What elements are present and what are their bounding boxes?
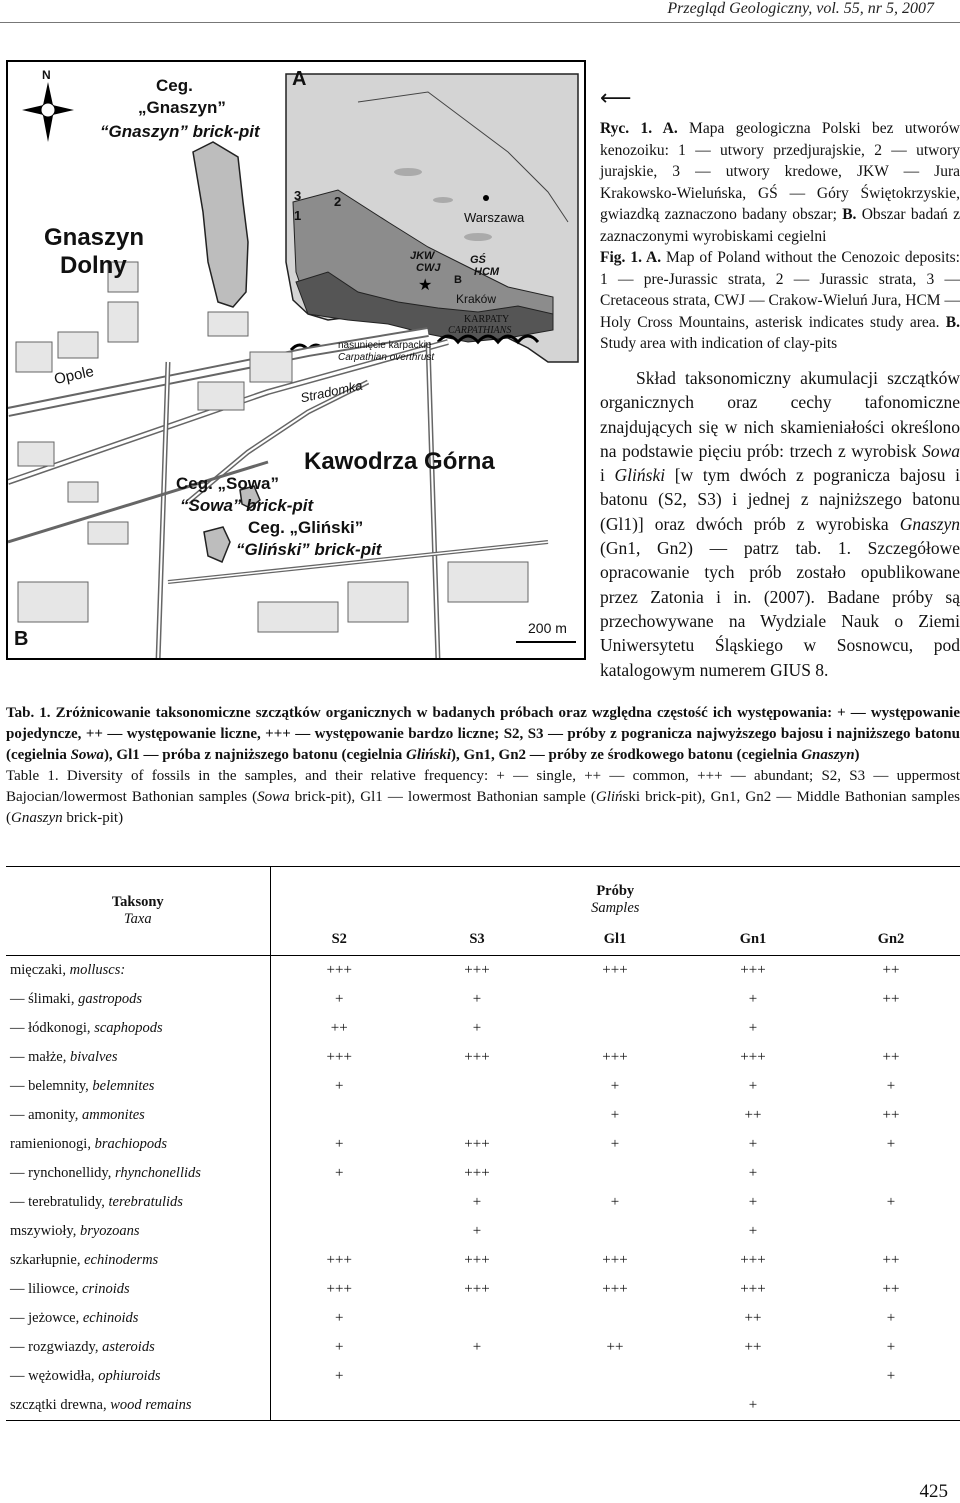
- table-row: [6, 1275, 960, 1304]
- frequency-cell: +: [886, 1136, 896, 1152]
- taxon-name-en: belemnites: [92, 1078, 155, 1094]
- gnaszyn-clay-pit: [193, 142, 248, 307]
- taxon-name-en: brachiopods: [94, 1136, 168, 1152]
- map-drawing: [8, 62, 584, 658]
- taxon-cell: [6, 1101, 270, 1130]
- frequency-cell: ++: [882, 1107, 900, 1123]
- tc-en-glinski-b: sk: [622, 789, 636, 805]
- frequency-cell: +++: [464, 1281, 490, 1297]
- frequency-cell: +: [886, 1078, 896, 1094]
- frequency-cell: ++: [744, 1107, 762, 1123]
- taxon-name-en: rhynchonellids: [114, 1165, 201, 1181]
- caption-en-b: B.: [945, 313, 960, 331]
- kawodrza-gorna-label: Kawodrza Górna: [304, 448, 495, 475]
- frequency-cell: [408, 1391, 546, 1421]
- taxon-name-pl: — łódkonogi,: [10, 1020, 95, 1036]
- taxon-name-pl: — terebratulidy,: [10, 1194, 109, 1210]
- frequency-cell: [546, 1304, 684, 1333]
- table-bottom-rule: [6, 1421, 960, 1422]
- frequency-cell: [408, 1101, 546, 1130]
- frequency-cell: +: [335, 1078, 344, 1094]
- column-header: S3: [408, 923, 546, 956]
- frequency-cell: [270, 1391, 408, 1421]
- gnaszyn-pit-label-pl-1: Ceg.: [156, 76, 193, 95]
- frequency-cell: +++: [326, 962, 352, 978]
- taxon-name-pl: ramienionogi,: [10, 1136, 95, 1152]
- frequency-cell: +: [610, 1136, 620, 1152]
- frequency-cell: +: [748, 1223, 758, 1239]
- tc-en-glinski-a: Gliń: [595, 789, 623, 805]
- taxon-cell: [6, 1014, 270, 1043]
- frequency-cell: [546, 1159, 684, 1188]
- table-row: [6, 1130, 960, 1159]
- caption-en-text-2: Study area with indication of clay-pits: [600, 335, 838, 352]
- frequency-cell: +: [748, 1136, 758, 1152]
- frequency-cell: +: [472, 1194, 482, 1210]
- taxon-cell: [6, 1188, 270, 1217]
- tc-pl-3: ), Gn1, Gn2 — próby ze środkowego batonu (cegielnia: [451, 747, 802, 763]
- table-row: [6, 1246, 960, 1275]
- frequency-cell: ++: [882, 1281, 900, 1297]
- krakow-label: Kraków: [456, 292, 497, 306]
- samples-header-en: Samples: [591, 900, 640, 916]
- figure-caption: [600, 86, 960, 355]
- gnaszyn-dolny-label-2: Dolny: [60, 252, 127, 279]
- taxon-name-en: ammonites: [81, 1107, 145, 1123]
- taxon-name-pl: — ślimaki,: [10, 991, 79, 1007]
- frequency-cell: +: [335, 991, 344, 1007]
- frequency-cell: +++: [326, 1252, 352, 1268]
- taxon-name-en: gastropods: [78, 991, 142, 1007]
- frequency-cell: [270, 1101, 408, 1130]
- tc-en-2: brick-pit), Gl1 — lowermost Bathonian sample (: [289, 789, 596, 805]
- frequency-cell: [546, 1391, 684, 1421]
- frequency-cell: +: [472, 1223, 482, 1239]
- frequency-cell: +: [335, 1310, 344, 1326]
- table-row: [6, 1072, 960, 1101]
- north-arrow-icon: [22, 82, 74, 142]
- frequency-cell: +: [748, 1194, 758, 1210]
- sowa-pit-label-en: “Sowa” brick-pit: [180, 496, 314, 515]
- frequency-cell: +: [335, 1136, 344, 1152]
- column-header: S2: [270, 923, 408, 956]
- body-text-3: [w tym dwóch z pogranicza bajosu i batonu (S2, S3) i jednej z najniższego batonu (Gl1)] oraz dwóch prób z wyrobiska: [600, 465, 960, 534]
- tc-pl-gnaszyn: Gnaszyn: [801, 747, 855, 763]
- taxon-cell: [6, 1130, 270, 1159]
- table-row: [6, 985, 960, 1014]
- taxon-name-pl: — rozgwiazdy,: [10, 1339, 103, 1355]
- table-body: [6, 956, 960, 1421]
- taxon-name-en: crinoids: [82, 1281, 130, 1297]
- frequency-cell: +++: [326, 1281, 352, 1297]
- frequency-cell: ++: [882, 962, 900, 978]
- jkw-label: JKW: [410, 250, 435, 262]
- frequency-cell: +++: [740, 1252, 766, 1268]
- frequency-cell: +++: [464, 1165, 490, 1181]
- frequency-cell: [270, 1188, 408, 1217]
- gnaszyn-pit-label-pl-2: „Gnaszyn”: [138, 98, 226, 117]
- stradomka-label: Stradomka: [299, 377, 364, 406]
- taxon-cell: [6, 985, 270, 1014]
- frequency-cell: +: [748, 1165, 758, 1181]
- table-row: [6, 1391, 960, 1421]
- overthrust-label-en: Carpathian overthrust: [338, 352, 435, 363]
- frequency-cell: +++: [464, 962, 490, 978]
- frequency-cell: +: [886, 1310, 896, 1326]
- frequency-cell: [546, 1014, 684, 1043]
- frequency-cell: +: [886, 1368, 896, 1384]
- svg-text:★: ★: [418, 275, 433, 294]
- frequency-cell: [822, 1217, 960, 1246]
- frequency-cell: [546, 1217, 684, 1246]
- frequency-cell: +++: [740, 1281, 766, 1297]
- panel-a-label: A: [292, 68, 307, 90]
- frequency-cell: [822, 1014, 960, 1043]
- taxon-cell: [6, 1362, 270, 1391]
- taxon-cell: [6, 956, 270, 986]
- taxon-name-en: bryozoans: [79, 1223, 140, 1239]
- frequency-cell: +: [610, 1078, 620, 1094]
- frequency-cell: [546, 1362, 684, 1391]
- taxon-name-en: scaphopods: [94, 1020, 163, 1036]
- frequency-cell: +: [335, 1339, 344, 1355]
- body-sowa: Sowa: [922, 440, 960, 461]
- panel-b-label: B: [14, 628, 29, 650]
- tc-en-glinski-c: i brick-pit), Gn1, Gn2 — Middle Bathonian samples (: [6, 789, 960, 826]
- opole-label: Opole: [52, 363, 96, 388]
- taxon-name-pl: szczątki drewna,: [10, 1397, 111, 1413]
- scale-bar-label: 200 m: [528, 620, 567, 636]
- column-header: Gn2: [822, 923, 960, 956]
- frequency-cell: +: [610, 1194, 620, 1210]
- taxon-name-pl: mszywioły,: [10, 1223, 80, 1239]
- frequency-cell: [408, 1304, 546, 1333]
- north-label: N: [42, 68, 51, 82]
- frequency-cell: +: [748, 991, 758, 1007]
- frequency-cell: +++: [602, 962, 628, 978]
- frequency-cell: +++: [464, 1049, 490, 1065]
- column-header: Gn1: [684, 923, 822, 956]
- taxon-name-pl: — wężowidła,: [10, 1368, 99, 1384]
- tc-en-gnaszyn: Gnaszyn: [11, 810, 63, 826]
- taxa-header-pl: Taksony: [111, 894, 164, 910]
- taxon-name-en: ophiuroids: [98, 1368, 161, 1384]
- fossil-table: [6, 866, 960, 1421]
- frequency-cell: ++: [882, 1252, 900, 1268]
- taxon-name-en: wood remains: [110, 1397, 192, 1413]
- taxon-name-en: bivalves: [70, 1049, 118, 1065]
- taxon-name-en: molluscs:: [69, 962, 126, 978]
- frequency-cell: +: [335, 1165, 344, 1181]
- table-row: [6, 1159, 960, 1188]
- taxon-name-pl: mięczaki,: [10, 962, 70, 978]
- table-row: [6, 1101, 960, 1130]
- tc-pl-glinski: Gliński: [406, 747, 452, 763]
- frequency-cell: ++: [330, 1020, 348, 1036]
- frequency-cell: [822, 1159, 960, 1188]
- frequency-cell: +: [610, 1107, 620, 1123]
- caption-pl-text-1: Mapa geologiczna Polski bez utworów kenozoiku: 1 — utwory przedjurajskie, 2 — utwory jurajskie, 3 — utwory kredowe, JKW — Jura Krakowsko-Wieluńska, GŚ — Góry Świętokrzyskie, gwiazdką zaznaczono badany obszar;: [600, 120, 960, 223]
- body-glinski: Gliński: [614, 465, 666, 486]
- frequency-cell: +++: [602, 1252, 628, 1268]
- caption-pl-label: Ryc. 1. A.: [600, 120, 678, 137]
- frequency-cell: ++: [882, 991, 900, 1007]
- taxon-cell: [6, 1391, 270, 1421]
- table-row: [6, 1304, 960, 1333]
- taxon-name-en: echinoderms: [84, 1252, 159, 1268]
- frequency-cell: +++: [602, 1049, 628, 1065]
- frequency-cell: +++: [740, 1049, 766, 1065]
- inset-b-label: B: [454, 274, 462, 286]
- frequency-cell: +: [748, 1397, 758, 1413]
- taxon-cell: [6, 1275, 270, 1304]
- carpathians-label: CARPATHIANS: [448, 325, 512, 336]
- frequency-cell: [684, 1362, 822, 1391]
- table-row: [6, 1333, 960, 1362]
- page-number: 425: [919, 1481, 948, 1502]
- taxon-cell: [6, 1246, 270, 1275]
- frequency-cell: +: [886, 1194, 896, 1210]
- frequency-cell: [408, 1072, 546, 1101]
- table-row: [6, 1014, 960, 1043]
- karpaty-label: KARPATY: [464, 314, 510, 325]
- taxon-name-pl: — liliowce,: [10, 1281, 83, 1297]
- frequency-cell: [822, 1391, 960, 1421]
- caption-english: [600, 247, 960, 355]
- frequency-cell: ++: [882, 1049, 900, 1065]
- table-caption-polish: [6, 703, 960, 766]
- taxon-name-pl: — rynchonellidy,: [10, 1165, 115, 1181]
- frequency-cell: [408, 1362, 546, 1391]
- tc-en-3: brick-pit): [62, 810, 124, 826]
- tc-pl-sowa: Sowa: [70, 747, 104, 763]
- tc-pl-2: ), Gl1 — próba z najniższego batonu (cegielnia: [103, 747, 407, 763]
- frequency-cell: +: [472, 1020, 482, 1036]
- taxon-cell: [6, 1043, 270, 1072]
- gnaszyn-pit-label-en: “Gnaszyn” brick-pit: [100, 122, 260, 141]
- frequency-cell: +: [472, 991, 482, 1007]
- caption-pl-text-2: Obszar badań z zaznaczonymi wyrobiskami cegielni: [600, 206, 960, 245]
- hcm-label: HCM: [474, 266, 500, 278]
- gnaszyn-dolny-label-1: Gnaszyn: [44, 224, 145, 251]
- caption-pl-b: B.: [842, 206, 857, 223]
- table-row: [6, 1362, 960, 1391]
- taxon-name-en: terebratulids: [108, 1194, 183, 1210]
- taxon-cell: [6, 1072, 270, 1101]
- gs-label: GŚ: [470, 254, 486, 266]
- taxon-cell: [6, 1333, 270, 1362]
- frequency-cell: ++: [606, 1339, 624, 1355]
- column-header: Gl1: [546, 923, 684, 956]
- frequency-cell: ++: [744, 1310, 762, 1326]
- samples-header-pl: Próby: [596, 883, 635, 899]
- table-row: [6, 1217, 960, 1246]
- frequency-cell: [546, 985, 684, 1014]
- taxon-cell: [6, 1159, 270, 1188]
- taxon-name-pl: — amonity,: [10, 1107, 82, 1123]
- frequency-cell: +: [472, 1339, 482, 1355]
- taxa-header-cell: [6, 867, 270, 956]
- frequency-cell: +: [748, 1020, 758, 1036]
- taxon-name-en: asteroids: [102, 1339, 155, 1355]
- body-text-4: (Gn1, Gn2) — patrz tab. 1. Szczegółowe opracowanie tych prób zostało opublikowane przez Zatonia i in. (2007). Badane próby są przechowywane na Wydziale Nauk o Ziemi Uniwersytetu Śląskiego w Sosnowcu, pod katalogowym numerem GIUS 8.: [600, 538, 960, 680]
- figure-map: [6, 60, 586, 660]
- tc-en-sowa: Sowa: [257, 789, 290, 805]
- table-row: [6, 1188, 960, 1217]
- inset-unit-2: 2: [334, 194, 342, 209]
- table-row: [6, 1043, 960, 1072]
- taxon-name-pl: — małże,: [10, 1049, 70, 1065]
- frequency-cell: +++: [740, 962, 766, 978]
- frequency-cell: +: [748, 1078, 758, 1094]
- frequency-cell: +++: [464, 1136, 490, 1152]
- glinski-pit-label-pl: Ceg. „Gliński”: [248, 518, 364, 537]
- frequency-cell: +++: [602, 1281, 628, 1297]
- glinski-pit-label-en: “Gliński” brick-pit: [236, 540, 382, 559]
- taxon-name-pl: szkarłupnie,: [10, 1252, 85, 1268]
- caption-en-label: Fig. 1. A.: [600, 249, 662, 266]
- frequency-cell: +: [335, 1368, 344, 1384]
- frequency-cell: [270, 1217, 408, 1246]
- poland-inset-map: [286, 74, 578, 362]
- header-rule: [0, 22, 960, 23]
- warszawa-label: Warszawa: [464, 210, 525, 225]
- tc-pl-1: Tab. 1. Zróżnicowanie taksonomiczne szczątków organicznych w badanych próbach oraz względna częstość ich występowania: + — występowanie pojedyncze, ++ — występowanie liczne, +++ — występowanie bardzo liczne; S2, S3 — próby z pogranicza najwyższego bajosu i najniższego batonu (cegielnia: [6, 705, 960, 763]
- frequency-cell: +++: [464, 1252, 490, 1268]
- cwj-label: CWJ: [416, 262, 441, 274]
- inset-unit-3: 3: [294, 188, 302, 203]
- body-text-2: i: [600, 465, 615, 486]
- caption-polish: [600, 118, 960, 247]
- taxa-header-en: Taxa: [123, 911, 152, 927]
- frequency-cell: +: [886, 1339, 896, 1355]
- taxon-cell: [6, 1217, 270, 1246]
- left-arrow-icon: ⟵: [600, 86, 632, 111]
- taxon-name-pl: — jeżowce,: [10, 1310, 83, 1326]
- tc-en-1: Table 1. Diversity of fossils in the samples, and their relative frequency: + — single, ++ — common, +++ — abundant; S2, S3 — uppermost Bajocian/lowermost Bathonian samples (: [6, 768, 960, 805]
- sowa-clay-pit: [204, 527, 230, 562]
- frequency-cell: +++: [326, 1049, 352, 1065]
- overthrust-label-pl: nasunięcie karpackie: [338, 340, 432, 351]
- table-row: [6, 956, 960, 986]
- table-caption-english: [6, 766, 960, 829]
- running-header: Przegląd Geologiczny, vol. 55, nr 5, 2007: [667, 0, 934, 17]
- body-paragraph: [600, 366, 960, 682]
- body-text-1: Skład taksonomiczny akumulacji szczątków organicznych oraz cechy tafonomiczne znajdujących się w nich skamieniałości określono na podstawie pięciu prób: trzech z wyrobisk: [600, 368, 960, 461]
- tc-pl-4: ): [854, 747, 860, 763]
- frequency-cell: ++: [744, 1339, 762, 1355]
- taxon-cell: [6, 1304, 270, 1333]
- taxon-name-en: echinoids: [82, 1310, 139, 1326]
- samples-header-cell: [270, 867, 960, 924]
- inset-unit-1: 1: [294, 208, 302, 223]
- sowa-pit-label-pl: Ceg. „Sowa”: [176, 474, 279, 493]
- table-caption: [6, 703, 960, 829]
- body-gnaszyn: Gnaszyn: [899, 513, 960, 534]
- taxon-name-pl: — belemnity,: [10, 1078, 93, 1094]
- caption-en-text-1: Map of Poland without the Cenozoic deposits: 1 — pre-Jurassic strata, 2 — Jurassic strata, 3 — Cretaceous strata, CWJ — Crakow-Wieluń Jura, HCM — Holy Cross Mountains, asterisk indicates study area.: [600, 249, 960, 331]
